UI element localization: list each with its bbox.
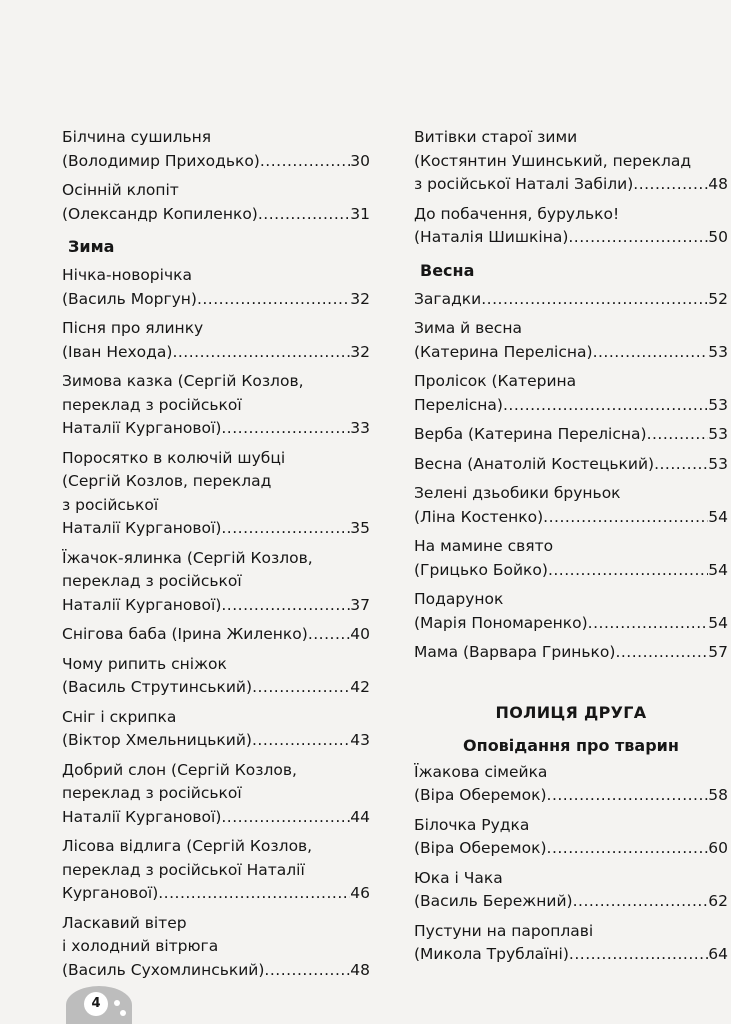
entry-last-line [414,837,728,861]
toc-entry [62,759,370,830]
toc-entry [414,867,728,914]
dot-leader [221,517,350,541]
page-number: 4 [84,992,108,1016]
entry-page-number: 35 [350,519,370,537]
dot-leader [503,394,708,418]
badge-dot [120,1010,126,1016]
entry-text-line: Зелені дзьобики бруньок [414,484,621,502]
dot-leader [588,612,709,636]
entry-page-number: 50 [708,228,728,246]
dot-leader [573,890,709,914]
entry-text-line: Загадки [414,289,482,308]
entry-last-line [62,594,370,618]
entry-last-line [62,729,370,753]
toc-entry [414,423,728,447]
entry-last-line [414,612,728,636]
entry-text-line: (Василь Сухомлинський) [62,960,265,979]
entry-text-line: (Віктор Хмельницький) [62,731,252,749]
entry-page-number: 40 [350,625,370,643]
entry-last-line [62,959,370,983]
entry-text-line: Подарунок [414,590,504,608]
entry-text-line: Витівки старої зими [414,128,578,146]
entry-text-line: До побачення, бурулько! [414,204,620,223]
entry-text-line: Весна (Анатолій Костецький) [414,454,655,473]
dot-leader [481,288,708,312]
entry-text-line: переклад з російської Наталії [62,860,305,879]
entry-text-line: Лісова відлига (Сергій Козлов, [62,837,313,855]
entry-last-line [62,806,370,830]
entry-text-line: (Іван Нехода) [62,342,173,361]
entry-page-number: 53 [708,425,728,443]
toc-entry [62,447,370,541]
dot-leader [308,623,350,647]
entry-text-line: Курганової) [62,884,159,902]
toc-entry [414,203,728,250]
entry-page-number: 54 [708,507,728,526]
page-number-badge [66,986,132,1024]
dot-leader [172,341,350,365]
entry-text-line: Білчина сушильня [62,128,212,146]
entry-page-number: 43 [350,731,370,749]
entry-page-number: 37 [350,595,370,614]
toc-entry [414,126,728,197]
toc-entry [414,588,728,635]
entry-page-number: 53 [708,342,728,361]
entry-last-line [62,341,370,365]
entry-page-number: 62 [708,892,728,910]
toc-entry [62,623,370,647]
toc-entry [414,814,728,861]
dot-leader [221,594,350,618]
dot-leader [252,676,350,700]
entry-page-number: 31 [350,204,370,223]
entry-last-line [414,423,728,447]
entry-text-line: Їжакова сімейка [414,762,548,781]
dot-leader [568,226,708,250]
entry-last-line [414,890,728,914]
entry-text-line: переклад з російської [62,572,242,590]
entry-last-line [62,203,370,227]
dot-leader [264,959,350,983]
toc-entry [62,264,370,311]
toc-entry [62,317,370,364]
entry-text-line: Зима й весна [414,319,522,337]
entry-last-line [62,517,370,541]
entry-page-number: 33 [350,419,370,437]
toc-left-column [62,126,370,988]
entry-last-line [414,226,728,250]
entry-last-line [62,150,370,174]
entry-text-line: переклад з російської [62,784,242,802]
dot-leader [221,417,350,441]
toc-entry [62,179,370,226]
entry-page-number: 46 [350,884,370,902]
entry-last-line [62,882,370,906]
dot-leader [543,506,708,530]
entry-last-line [414,288,728,312]
toc-entry [414,761,728,808]
entry-page-number: 60 [708,839,728,857]
entry-text-line: Нічка-новорічка [62,266,192,284]
entry-text-line: (Олександр Копиленко) [62,204,258,223]
entry-page-number: 53 [708,395,728,414]
entry-text-line: (Василь Струтинський) [62,678,253,696]
entry-last-line [62,288,370,312]
entry-text-line: переклад з російської [62,395,242,414]
entry-last-line [414,641,728,665]
dot-leader [221,806,350,830]
entry-page-number: 32 [350,342,370,361]
entry-text-line: Мама (Варвара Гринько) [414,643,616,661]
toc-entry [414,535,728,582]
dot-leader [260,150,350,174]
entry-text-line: (Віра Оберемок) [414,839,547,857]
toc-entry [62,370,370,441]
entry-page-number: 42 [350,678,370,696]
dot-leader [547,784,709,808]
entry-text-line: Наталії Курганової) [62,519,222,537]
entry-last-line [62,417,370,441]
toc-entry [414,482,728,529]
entry-last-line [414,559,728,583]
entry-last-line [414,341,728,365]
entry-page-number: 52 [708,289,728,308]
entry-page-number: 58 [708,786,728,804]
dot-leader [197,288,350,312]
entry-text-line: (Віра Оберемок) [414,786,547,804]
entry-text-line: (Наталія Шишкіна) [414,228,569,246]
dot-leader [158,882,350,906]
entry-text-line: (Микола Трублаїні) [414,945,569,963]
toc-entry [414,920,728,967]
entry-page-number: 54 [708,613,728,632]
entry-text-line: Їжачок-ялинка (Сергій Козлов, [62,548,313,567]
entry-text-line: (Василь Бережний) [414,892,573,910]
toc-entry [414,317,728,364]
part-title: ПОЛИЦЯ ДРУГА [495,702,647,722]
entry-last-line [62,676,370,700]
section-heading: Весна [420,260,475,280]
entry-text-line: Білочка Рудка [414,815,530,834]
section-heading: Оповідання про тварин [463,735,679,755]
entry-last-line [414,943,728,967]
dot-leader [654,453,708,477]
entry-last-line [62,623,370,647]
entry-text-line: Перелісна) [414,395,503,414]
toc-entry [62,126,370,173]
entry-page-number: 53 [708,454,728,473]
entry-text-line: Пролісок (Катерина [414,372,577,390]
entry-last-line [414,453,728,477]
dot-leader [252,729,350,753]
entry-text-line: На мамине свято [414,537,554,555]
toc-entry [62,706,370,753]
entry-page-number: 30 [350,151,370,170]
entry-text-line: і холодний вітрюга [62,937,219,955]
entry-last-line [414,784,728,808]
dot-leader [615,641,708,665]
toc-entry [62,835,370,906]
entry-page-number: 44 [350,807,370,826]
entry-last-line [414,506,728,530]
dot-leader [647,423,709,447]
entry-text-line: Ласкавий вітер [62,913,187,932]
entry-text-line: з російської [62,495,159,514]
toc-entry [62,653,370,700]
toc-entry [62,912,370,983]
toc-entry [414,370,728,417]
entry-text-line: (Катерина Перелісна) [414,342,593,361]
entry-text-line: Наталії Курганової) [62,419,222,437]
entry-text-line: Снігова баба (Ірина Жиленко) [62,625,308,643]
toc-entry [414,453,728,477]
entry-text-line: Добрий слон (Сергій Козлов, [62,760,297,779]
entry-text-line: Пісня про ялинку [62,319,204,337]
entry-page-number: 57 [708,643,728,661]
toc-entry [414,641,728,665]
entry-text-line: Зимова казка (Сергій Козлов, [62,372,304,390]
toc-entry [414,288,728,312]
entry-page-number: 54 [708,560,728,579]
dot-leader [548,559,708,583]
entry-text-line: (Сергій Козлов, переклад [62,472,272,490]
dot-leader [258,203,350,227]
entry-text-line: Верба (Катерина Перелісна) [414,425,647,443]
entry-page-number: 48 [350,960,370,979]
toc-entry [62,547,370,618]
entry-text-line: Осінній клопіт [62,181,179,199]
entry-text-line: Наталії Курганової) [62,595,222,614]
section-heading: Зима [68,237,115,256]
toc-right-column [414,126,728,973]
entry-text-line: (Костянтин Ушинський, переклад [414,151,692,170]
entry-text-line: Поросятко в колючій шубці [62,448,286,467]
entry-text-line: Сніг і скрипка [62,707,177,726]
dot-leader [633,173,708,197]
dot-leader [547,837,709,861]
entry-page-number: 32 [350,289,370,308]
entry-page-number: 64 [708,945,728,963]
dot-leader [569,943,708,967]
entry-page-number: 48 [708,175,728,193]
entry-text-line: (Ліна Костенко) [414,507,544,526]
entry-text-line: (Марія Пономаренко) [414,613,588,632]
entry-text-line: Чому рипить сніжок [62,654,227,673]
entry-last-line [414,394,728,418]
dot-leader [593,341,709,365]
entry-last-line [414,173,728,197]
entry-text-line: (Василь Моргун) [62,289,197,308]
badge-dot [114,1000,120,1006]
entry-text-line: з російської Наталі Забіли) [414,175,634,193]
entry-text-line: Юка і Чака [414,868,503,887]
entry-text-line: Пустуни на пароплаві [414,921,594,940]
entry-text-line: (Грицько Бойко) [414,560,548,579]
entry-text-line: (Володимир Приходько) [62,151,260,170]
entry-text-line: Наталії Курганової) [62,807,222,826]
